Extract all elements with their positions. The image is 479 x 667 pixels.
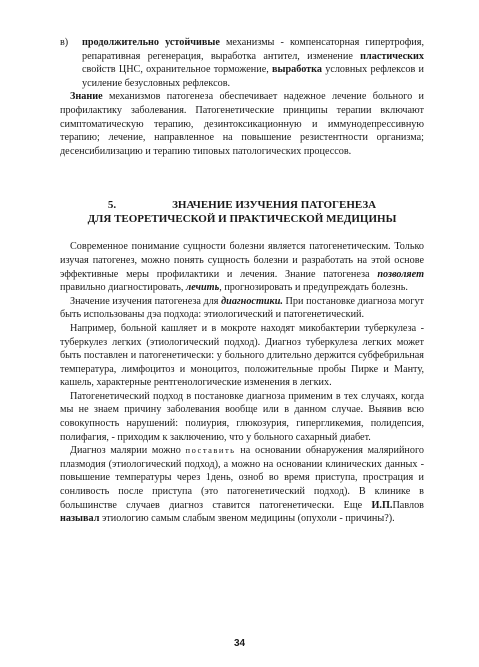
text-run: на основании обнаружения малярийного плазмодия (этиологический подход), а можно на основании клинических данных - повышение температуры через 1день, озноб во время приступа, прострация и сонливость после приступа (это патогенетический подход). В клинике в большинстве случаев диагноз ставится патогенетически. Еще (60, 445, 424, 511)
paragraph-knowledge (60, 90, 424, 158)
paragraph-2 (60, 295, 424, 322)
list-item-text (82, 36, 424, 90)
bold-term: продолжительно устойчивые (82, 37, 220, 48)
text-run: Павлов (392, 499, 424, 511)
bold-term: пластических (360, 50, 424, 62)
text-run: , прогнозировать и предупреждать болезнь. (219, 282, 408, 294)
bold-italic-term: позволяет (377, 268, 424, 280)
text-run: механизмы - компенсаторная гипертрофия, репаративная регенерация, выработка антител, изменение (82, 37, 424, 62)
list-item-v (60, 36, 424, 90)
paragraph-1 (60, 240, 424, 294)
text-run: Значение изучения патогенеза для (70, 295, 222, 307)
text-run: механизмов патогенеза обеспечивает надежное лечение больного и профилактику заболевания. Патогенетические принципы терапии включают симптоматическую терапию, дезинтоксикационную и иммунодепрессивную терапию; лечение, направленное на повышение резистентности организма; десенсибилизацию и терапию типовых патологических процессов. (60, 91, 424, 157)
section-number: 5. (107, 199, 117, 212)
paragraph-3: Например, больной кашляет и в мокроте находят микобактерии туберкулеза - туберкулез легких (этиологический подход). Диагноз туберкулеза легких может быть поставлен и патогенетически: у больного длительно держится субфебрильная температура, лимфоцитоз и моноцитоз, положительные пробы Пирке и Манту, кашель, характерные рентгенологические изменения в легких. (60, 322, 424, 389)
bold-term: И.П. (371, 499, 393, 511)
paragraph-5 (60, 444, 424, 526)
page-number: 34 (233, 638, 246, 649)
document-page (60, 36, 424, 526)
text-run: условных рефлексов и усиление безусловных рефлексов. (82, 64, 424, 89)
section-title-line2: ДЛЯ ТЕОРЕТИЧЕСКОЙ И ПРАКТИЧЕСКОЙ МЕДИЦИНЫ (87, 213, 397, 226)
bold-italic-term: диагностики. (221, 295, 283, 307)
section-heading (60, 198, 424, 212)
section-heading-line2 (60, 212, 424, 226)
spaced-term: поставить (185, 445, 236, 456)
paragraph-4: Патогенетический подход в постановке диагноза применим в тех случаях, когда мы не знаем причину заболевания вообще или в данном случае. Выявив всю совокупность нарушений: полиурия, глюкозурия, гипергликемия, полидепсия, полифагия, - приходим к заключению, что у больного сахарный диабет. (60, 390, 424, 443)
bold-term: выработка (272, 64, 322, 76)
list-marker: в) (60, 37, 69, 48)
bold-term: называл (60, 513, 100, 525)
text-run: При постановке диагноза могут быть использованы дэа подхода: этиологический и патогенетический. (60, 295, 424, 321)
text-run: правильно диагностировать, (60, 282, 187, 294)
text-run: Диагноз малярии можно (70, 445, 186, 457)
text-run: Современное понимание сущности болезни является патогенетическим. Только изучая патогенез, можно понять сущность болезни и разработать на этой основе эффективные меры профилактики и лечения. Знание патогенеза (60, 241, 424, 280)
text-run: свойств ЦНС, охранительное торможение, (82, 64, 273, 76)
section-title-line1: ЗНАЧЕНИЕ ИЗУЧЕНИЯ ПАТОГЕНЕЗА (172, 199, 377, 212)
text-run: этиологию самым слабым звеном медицины (опухоли - причины?). (99, 513, 395, 525)
bold-italic-term: лечить (186, 282, 220, 294)
bold-term: Знание (70, 91, 103, 103)
